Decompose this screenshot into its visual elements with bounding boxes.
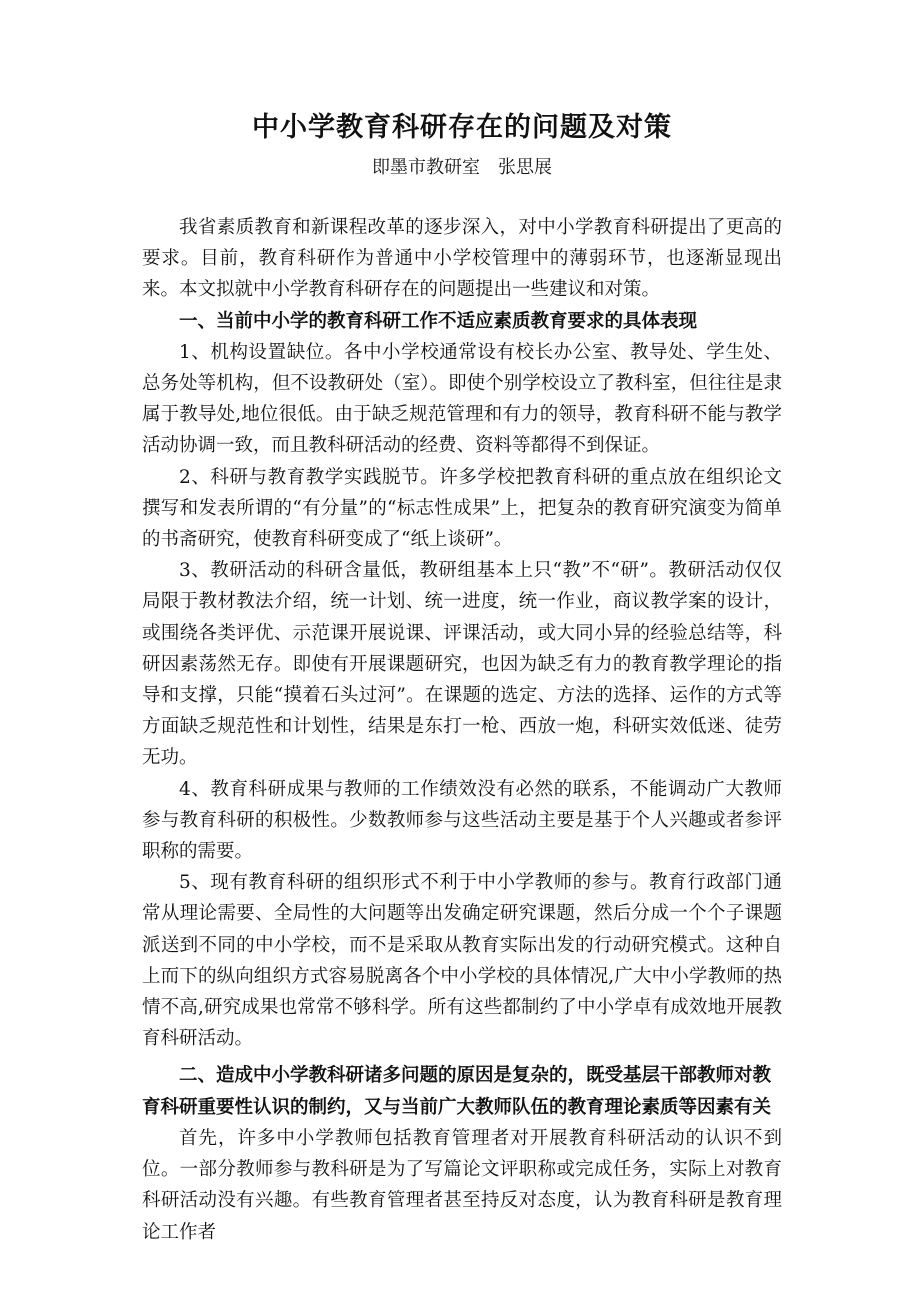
document-title: 中小学教育科研存在的问题及对策 [252, 112, 672, 143]
document-author [142, 154, 782, 182]
section-1-item-2: 2、科研与教育教学实践脱节。许多学校把教育科研的重点放在组织论文撰写和发表所谓的“有分量”的“标志性成果”上，把复杂的教育研究演变为简单的书斋研究，使教育科研变成了“纸上谈研”。 [142, 466, 782, 551]
section-1-item-1: 1、机构设置缺位。各中小学校通常设有校长办公室、教导处、学生处、总务处等机构，但不设教研处（室）。即使个别学校设立了教科室，但往往是隶属于教导处,地位很低。由于缺乏规范管理和有力的领导，教育科研不能与教学活动协调一致，而且教科研活动的经费、资料等都得不到保证。 [142, 341, 782, 457]
section-1-item-4: 4、教育科研成果与教师的工作绩效没有必然的联系，不能调动广大教师参与教育科研的积极性。少数教师参与这些活动主要是基于个人兴趣或者参评职称的需要。 [142, 778, 782, 863]
section-1-heading: 一、当前中小学的教育科研工作不适应素质教育要求的具体表现 [179, 310, 698, 332]
section-2-item-1: 首先，许多中小学教师包括教育管理者对开展教育科研活动的认识不到位。一部分教师参与教科研是为了写篇论文评职称或完成任务，实际上对教育科研活动没有兴趣。有些教育管理者甚至持反对态度，认为教育科研是教育理论工作者 [142, 1127, 782, 1243]
author-org: 即墨市教研室 [372, 157, 480, 178]
section-1-item-3: 3、教研活动的科研含量低，教研组基本上只“教”不“研”。教研活动仅仅局限于教材教法介绍，统一计划、统一进度，统一作业，商议教学案的设计，或围绕各类评优、示范课开展说课、评课活动，或大同小异的经验总结等，科研因素荡然无存。即使有开展课题研究，也因为缺乏有力的教育教学理论的指导和支撑，只能“摸着石头过河”。在课题的选定、方法的选择、运作的方式等方面缺乏规范性和计划性，结果是东打一枪、西放一炮，科研实效低迷、徒劳无功。 [142, 560, 782, 769]
document-page [142, 108, 782, 1248]
section-1-item-5: 5、现有教育科研的组织形式不利于中小学教师的参与。教育行政部门通常从理论需要、全局性的大问题等出发确定研究课题，然后分成一个个子课题派送到不同的中小学校，而不是采取从教育实际出发的行动研究模式。这种自上而下的纵向组织方式容易脱离各个中小学校的具体情况,广大中小学教师的热情不高,研究成果也常常不够科学。所有这些都制约了中小学卓有成效地开展教育科研活动。 [142, 872, 782, 1050]
section-2-heading: 二、造成中小学教科研诸多问题的原因是复杂的，既受基层干部教师对教育科研重要性认识的制约，又与当前广大教师队伍的教育理论素质等因素有关 [142, 1065, 772, 1118]
author-name: 张思展 [498, 157, 552, 178]
intro-paragraph: 我省素质教育和新课程改革的逐步深入，对中小学教育科研提出了更高的要求。目前，教育科研作为普通中小学校管理中的薄弱环节，也逐渐显现出来。本文拟就中小学教育科研存在的问题提出一些建议和对策。 [142, 217, 782, 301]
